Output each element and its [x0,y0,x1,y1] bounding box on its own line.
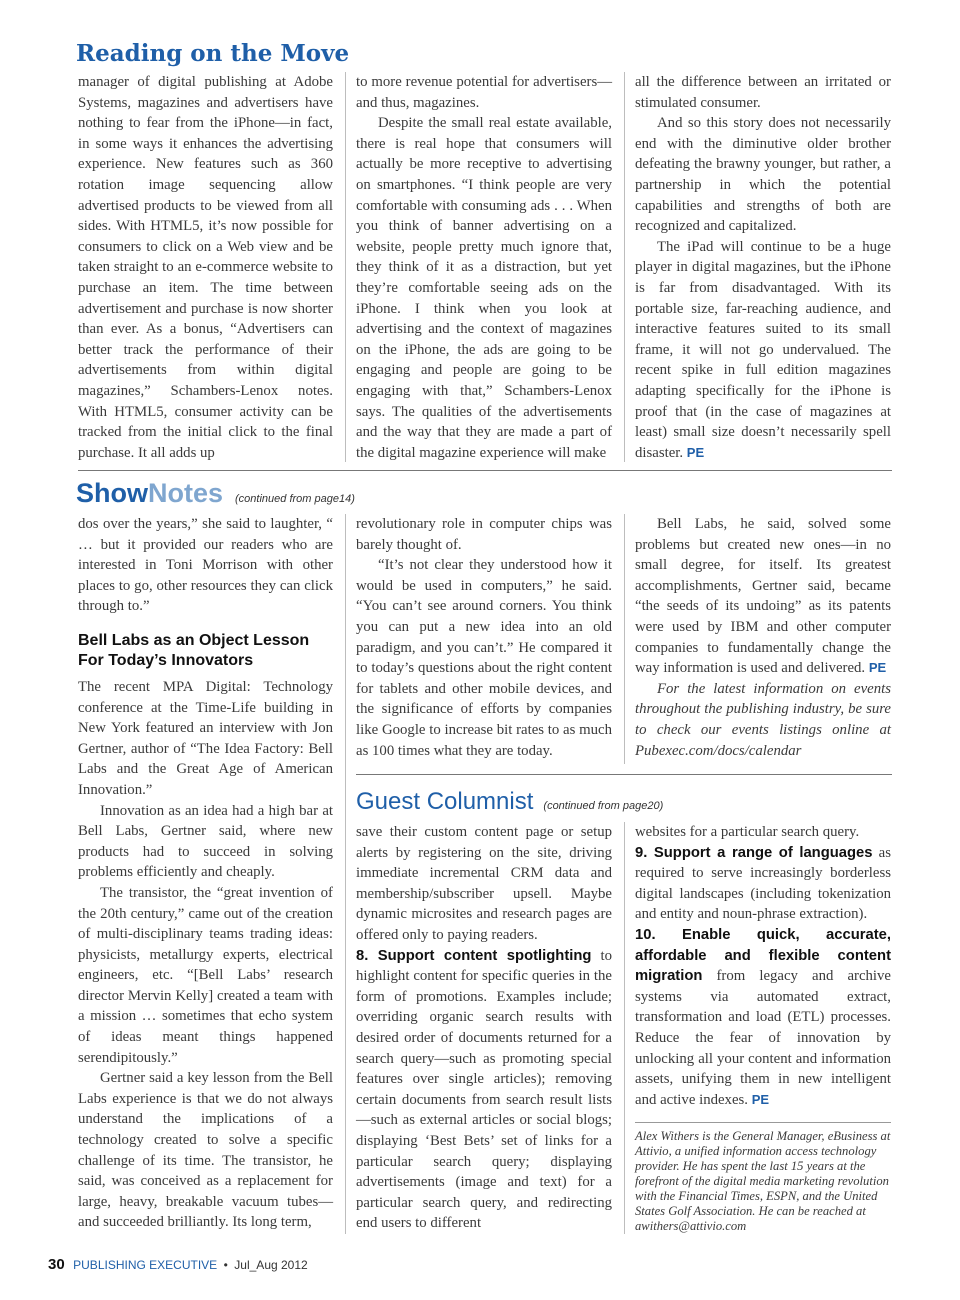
shownotes-column-3 [635,514,891,761]
paragraph: Despite the small real estate available, there is real hope that consumers will actually be more receptive to advertising on smartphones. “I think people are very comfortable with consuming ads . . . When you think of banner advertising on a website, people pretty much ignore that, they think of it as a distraction, but yet they’re comfortable seeing ads on the iPhone. I think when you look at advertising and the context of magazines on the iPhone, the ads are going to be engaging and people are going to be engaging with that,” Schambers-Lenox says. The qualities of the advertisements and the way that they are made a part of the digital magazine experience will make [356,115,612,461]
author-bio [635,1129,891,1234]
column-divider [345,72,346,462]
guest-column-2 [356,822,612,1234]
top-column-1 [78,72,333,463]
section-divider [78,470,892,471]
paragraph [356,946,612,1234]
continued-note: (continued from page20) [543,800,664,812]
paragraph [635,237,891,464]
end-mark: PE [751,1091,770,1107]
paragraph: revolutionary role in computer chips was barely thought of. [356,516,612,553]
guest-column-3 [635,822,891,1234]
column-divider [624,822,625,1234]
issue-date: Jul_Aug 2012 [234,1258,308,1272]
page-number: 30 [48,1256,65,1273]
end-mark: PE [868,660,887,676]
paragraph: manager of digital publishing at Adobe Systems, magazines and advertisers have nothing to fear from the iPhone—in fact, in some ways it enhances the advertising experience. New features such as 360 rotation image sequencing allow advertised products to be viewed from all sides. With HTML5, it’s now possible for consumers to click on a Web view and be taken straight to an e-commerce website to purchase an item. The time between advertisement and purchase is now shorter than ever. As a bonus, “Advertisers can better track the performance of their advertisements from within digital magazines,” Schambers-Lenox notes. With HTML5, consumer activity can be tracked from the initial click to the final purchase. It all adds up [78,74,333,461]
column-divider [345,514,346,1234]
shownotes-column-1 [78,514,333,1233]
paragraph: Gertner said a key lesson from the Bell Labs experience is that we do not always understand the implications of a technology created to solve a specific challenge of its time. The transistor, he said, was conceived as a replacement for large, heavy, breakable vacuum tubes—and succeeded brilliantly. Its long term, [78,1070,333,1231]
shownotes-title-show: Show [76,478,148,508]
shownotes-title-notes: Notes [148,478,224,508]
paragraph: The transistor, the “great invention of the 20th century,” came out of the creation of multi-disciplinary teams trading ideas: physicists, metallurgy experts, electrical engineers, etc. “[Bell Labs’ research director Mervin Kelly] created a team with a mission … sometimes that echo system of ideas meant things happened serendipitously.” [78,884,333,1066]
events-note: For the latest information on events throughout the publishing industry, be sure to check our events listings online at Pubexec.com/docs/calendar [635,680,891,759]
paragraph-text: to highlight content for specific queries in the form of promotions. Examples include; overriding organic search results with desired order of documents returned for a search query—such as promoting special features over single articles); removing certain documents from search result lists—such as external articles or social blogs; displaying ‘Best Bets’ set of links for a particular search query; displaying advertisements (image and text) for a particular search query, and redirecting end users to different [356,947,612,1232]
paragraph: dos over the years,” she said to laughter, “ … but it provided our readers who are interested in Toni Morrison with other places to go, other resources they can click through to.” [78,516,333,615]
paragraph: “It’s not clear they understood how it would be used in computers,” he said. “You can’t see around corners. You think you can put a new idea into an old paradigm, and you can’t.” He compared it to today’s questions about the right content for tablets and other mobile devices, and the significance of efforts by companies like Google to increase bit rates to as much as 100 times what they are today. [356,557,612,759]
paragraph: Innovation as an idea had a high bar at Bell Labs, Gertner said, where new products had to succeed in solving problems efficiently and cheaply. [78,802,333,881]
bio-divider [635,1122,891,1123]
column-divider [624,72,625,462]
guest-columnist-header [356,788,663,816]
continued-note: (continued from page14) [235,493,355,505]
footer-bullet: • [223,1258,228,1272]
column-divider [624,514,625,764]
bio-text: Alex Withers is the General Manager, eBusiness at Attivio, a unified information access technology provider. He has spent the last 15 years at the forefront of the digital media marketing revolution with the Financial Times, ESPN, and the United States Golf Association. He can be reached at awithers@attivio.com [635,1129,891,1234]
paragraph: all the difference between an irritated or stimulated consumer. [635,74,891,111]
paragraph: to more revenue potential for advertisers—and thus, magazines. [356,74,612,111]
subheading: Bell Labs as an Object Lesson For Today’s Innovators [78,631,310,669]
paragraph [635,843,891,925]
shownotes-column-2 [356,514,612,761]
end-mark: PE [686,444,705,460]
top-column-2 [356,72,612,463]
paragraph-text: The iPad will continue to be a huge player in digital magazines, but the iPhone is far from disadvantaged. With its portable size, far-reaching audience, and interactive features suited to its small frame, it will not go undervalued. The recent spike in full edition magazines adapting specifically for the iPhone is proof that (in the case of magazines at least) small size doesn’t necessarily spell disaster. [635,238,891,461]
paragraph-text: from legacy and archive systems via automated extract, transformation and load (ETL) processes. Reduce the fear of innovation by unlocking all your content and information assets, unifying them in new intelligent and active indexes. [635,968,891,1108]
paragraph-text: Bell Labs, he said, solved some problems but created new ones—in no small degree, for itself. Its greatest accomplishments, Gertner said, became “the seeds of its undoing” as its patents were used by IBM and other computer companies to fundamentally change the way information is used and delivered. [635,516,891,677]
page-footer [48,1256,308,1274]
paragraph: save their custom content page or setup alerts by registering on the site, driving immediate incremental CRM data and membership/subscriber upsell. Maybe dynamic microsites and research pages are offered only to paying readers. [356,824,612,943]
shownotes-header [76,478,355,512]
paragraph-text: as required to serve increasingly borderless digital landscapes (including tokenization and entity and noun-phrase extraction). [635,844,892,923]
numbered-point-9: 9. Support a range of languages [635,844,873,861]
paragraph: The recent MPA Digital: Technology conference at the Time-Life building in New York featured an interview with Jon Gertner, author of “The Idea Factory: Bell Labs and the Great Age of American Innovation.” [78,678,333,798]
numbered-point-8: 8. Support content spotlighting [356,947,592,964]
guest-columnist-title: Guest Columnist [356,788,534,815]
paragraph [635,925,891,1110]
publication-name: PUBLISHING EXECUTIVE [73,1258,218,1272]
top-column-3 [635,72,891,463]
numbered-point-10: 10. Enable quick, accurate, affordable and flexible content migration [635,926,891,985]
section-divider [356,774,892,775]
paragraph: websites for a particular search query. [635,824,860,840]
paragraph: And so this story does not necessarily end with the diminutive older brother defeating the brawny younger, but rather, a partnership in which the potential capabilities and strengths of both are recognized and capitalized. [635,115,891,235]
paragraph [635,514,891,679]
section-title-reading-on-the-move: Reading on the Move [76,40,350,67]
